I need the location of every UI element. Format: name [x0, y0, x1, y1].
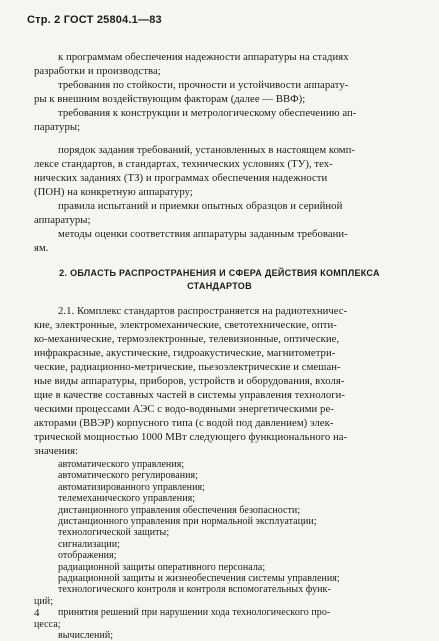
- list-item: цесса;: [34, 618, 61, 630]
- section-title: 2. ОБЛАСТЬ РАСПРОСТРАНЕНИЯ И СФЕРА ДЕЙСТВИЯ КОМПЛЕКСА: [59, 268, 380, 278]
- text-line: акторами (ВВЭР) корпусного типа (с водой под давлением) элек-: [34, 417, 334, 429]
- text-line: ко-механические, термоэлектронные, телевизионные, оптические,: [34, 333, 340, 345]
- list-item: радиационной защиты оперативного персонала;: [58, 561, 266, 573]
- text-line: методы оценки соответствия аппаратуры заданным требовани-: [58, 228, 348, 240]
- text-line: требования по стойкости, прочности и устойчивости аппарату-: [58, 79, 349, 91]
- text-line: правила испытаний и приемки опытных образцов и серийной: [58, 200, 343, 212]
- text-line: паратуры;: [34, 121, 81, 133]
- text-line: щие в качестве составных частей в системы управления технологи-: [34, 389, 346, 401]
- text-line: ям.: [34, 242, 49, 254]
- list-item: вычислений;: [58, 630, 114, 641]
- page-number: 4: [34, 607, 40, 619]
- list-item: принятия решений при нарушении хода технологического про-: [58, 607, 331, 619]
- list-item: технологической защиты;: [58, 527, 170, 539]
- text-line: (ПОН) на конкретную аппаратуру;: [34, 186, 193, 198]
- text-line: ческие, радиационно-метрические, пьезоэлектрические и смешан-: [34, 361, 341, 373]
- text-line: кие, электронные, электромеханические, светотехнические, опти-: [34, 319, 337, 331]
- text-line: инфракрасные, акустические, гидроакустические, магнитометри-: [34, 347, 336, 359]
- text-line: лексе стандартов, в стандартах, технических условиях (ТУ), тех-: [34, 158, 333, 170]
- section-title-cont: СТАНДАРТОВ: [187, 281, 252, 291]
- list-item: радиационной защиты и жизнеобеспечения системы управления;: [58, 573, 340, 584]
- list-item: автоматического управления;: [58, 459, 185, 470]
- list-item: автоматизированного управления;: [58, 481, 205, 493]
- text-line: требования к конструкции и метрологическому обеспечению ап-: [58, 107, 357, 119]
- page-header: Стр. 2 ГОСТ 25804.1—83: [27, 14, 162, 26]
- text-line: ры к внешним воздействующим факторам (далее — ВВФ);: [34, 93, 306, 105]
- text-line: трической мощностью 1000 МВт следующего функционального на-: [34, 431, 348, 443]
- list-item: сигнализации;: [58, 538, 120, 550]
- list-item: автоматического регулирования;: [58, 470, 199, 482]
- list-item: дистанционного управления обеспечения безопасности;: [58, 504, 301, 516]
- text-line: ные виды аппаратуры, приборов, устройств и оборудования, вхоля-: [34, 375, 345, 387]
- text-line: аппаратуры;: [34, 214, 91, 226]
- list-item: отображения;: [58, 550, 117, 562]
- list-item: технологического контроля и контроля вспомогательных функ-: [58, 584, 331, 596]
- list-item: телемеханического управления;: [58, 493, 196, 505]
- text-line: разработки и производства;: [34, 65, 161, 77]
- text-line: порядок задания требований, установленных в настоящем комп-: [58, 144, 355, 156]
- text-line: ческими процессами АЭС с водо-водяными энергетическими ре-: [34, 403, 334, 415]
- text-line: 2.1. Комплекс стандартов распространяется на радиотехничес-: [58, 305, 348, 317]
- list-item: ций;: [34, 595, 54, 607]
- text-line: нических заданиях (ТЗ) и программах обеспечения надежности: [34, 172, 328, 184]
- text-line: значения:: [34, 445, 79, 457]
- text-line: к программам обеспечения надежности аппаратуры на стадиях: [58, 51, 349, 63]
- list-item: дистанционного управления при нормальной эксплуатации;: [58, 516, 317, 527]
